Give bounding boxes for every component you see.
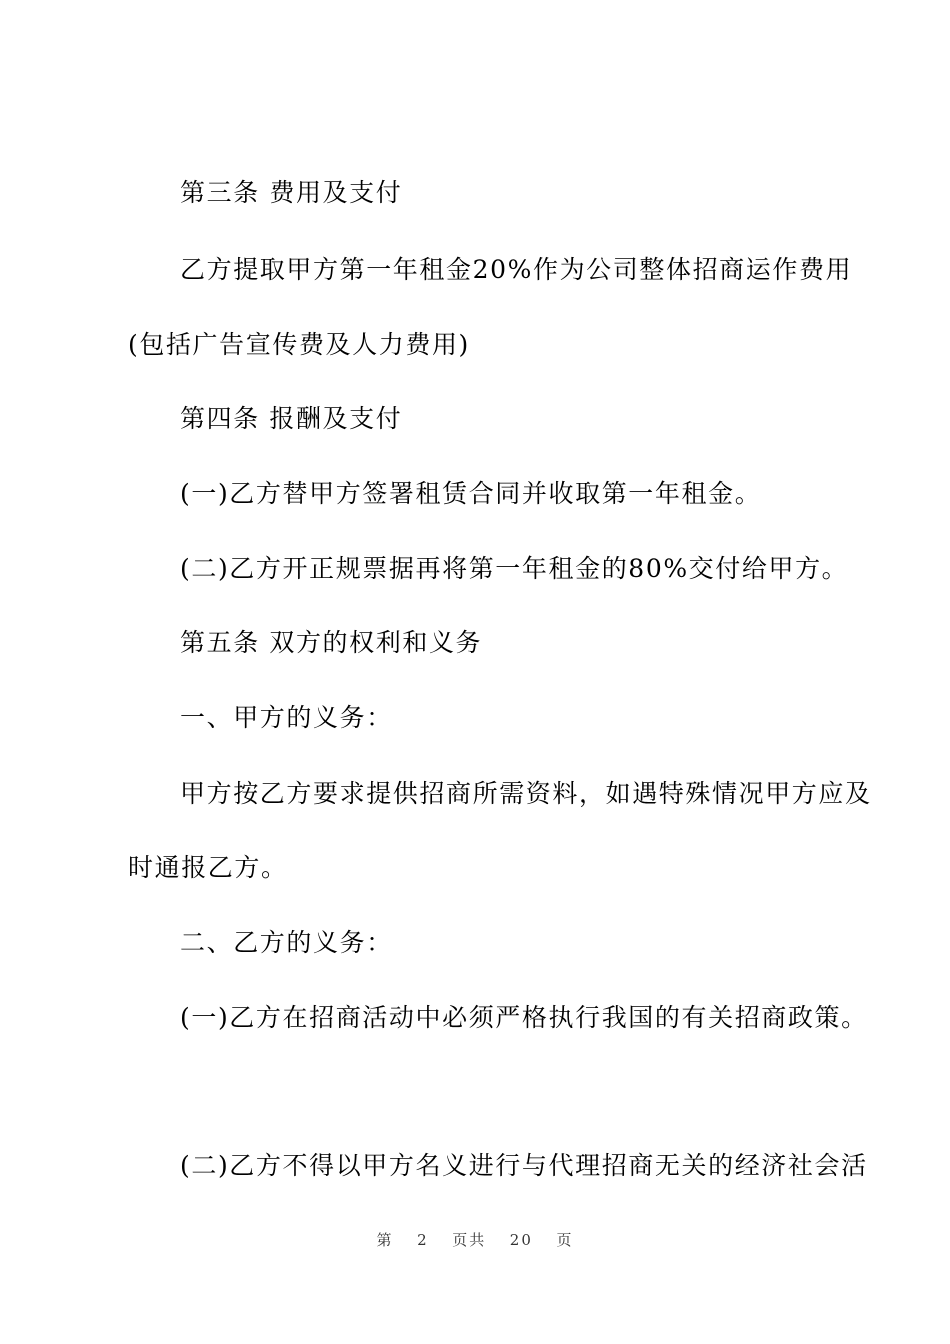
paragraph-line: 甲方按乙方要求提供招商所需资料，如遇特殊情况甲方应及: [180, 779, 872, 808]
section-five-heading: 第五条 双方的权利和义务: [180, 628, 483, 657]
paragraph-line: (包括广告宣传费及人力费用): [128, 330, 470, 359]
paragraph-line: (二)乙方开正规票据再将第一年租金的80%交付给甲方。: [180, 554, 849, 583]
footer-page-number: 2: [417, 1231, 429, 1249]
paragraph-line: 时通报乙方。: [128, 853, 288, 882]
footer-prefix: 第: [376, 1231, 394, 1249]
footer-middle: 页共: [452, 1231, 487, 1249]
paragraph-line: (一)乙方替甲方签署租赁合同并收取第一年租金。: [180, 479, 762, 508]
footer-total-pages: 20: [509, 1231, 533, 1249]
footer-suffix: 页: [556, 1231, 574, 1249]
paragraph-line: 乙方提取甲方第一年租金20%作为公司整体招商运作费用: [180, 255, 853, 284]
paragraph-line: (二)乙方不得以甲方名义进行与代理招商无关的经济社会活: [180, 1151, 868, 1180]
paragraph-line: (一)乙方在招商活动中必须严格执行我国的有关招商政策。: [180, 1003, 868, 1032]
subheading-party-a: 一、甲方的义务：: [180, 703, 393, 732]
section-four-heading: 第四条 报酬及支付: [180, 404, 403, 433]
section-three-heading: 第三条 费用及支付: [180, 178, 403, 207]
page-footer: [0, 1230, 950, 1250]
subheading-party-b: 二、乙方的义务：: [180, 928, 393, 957]
